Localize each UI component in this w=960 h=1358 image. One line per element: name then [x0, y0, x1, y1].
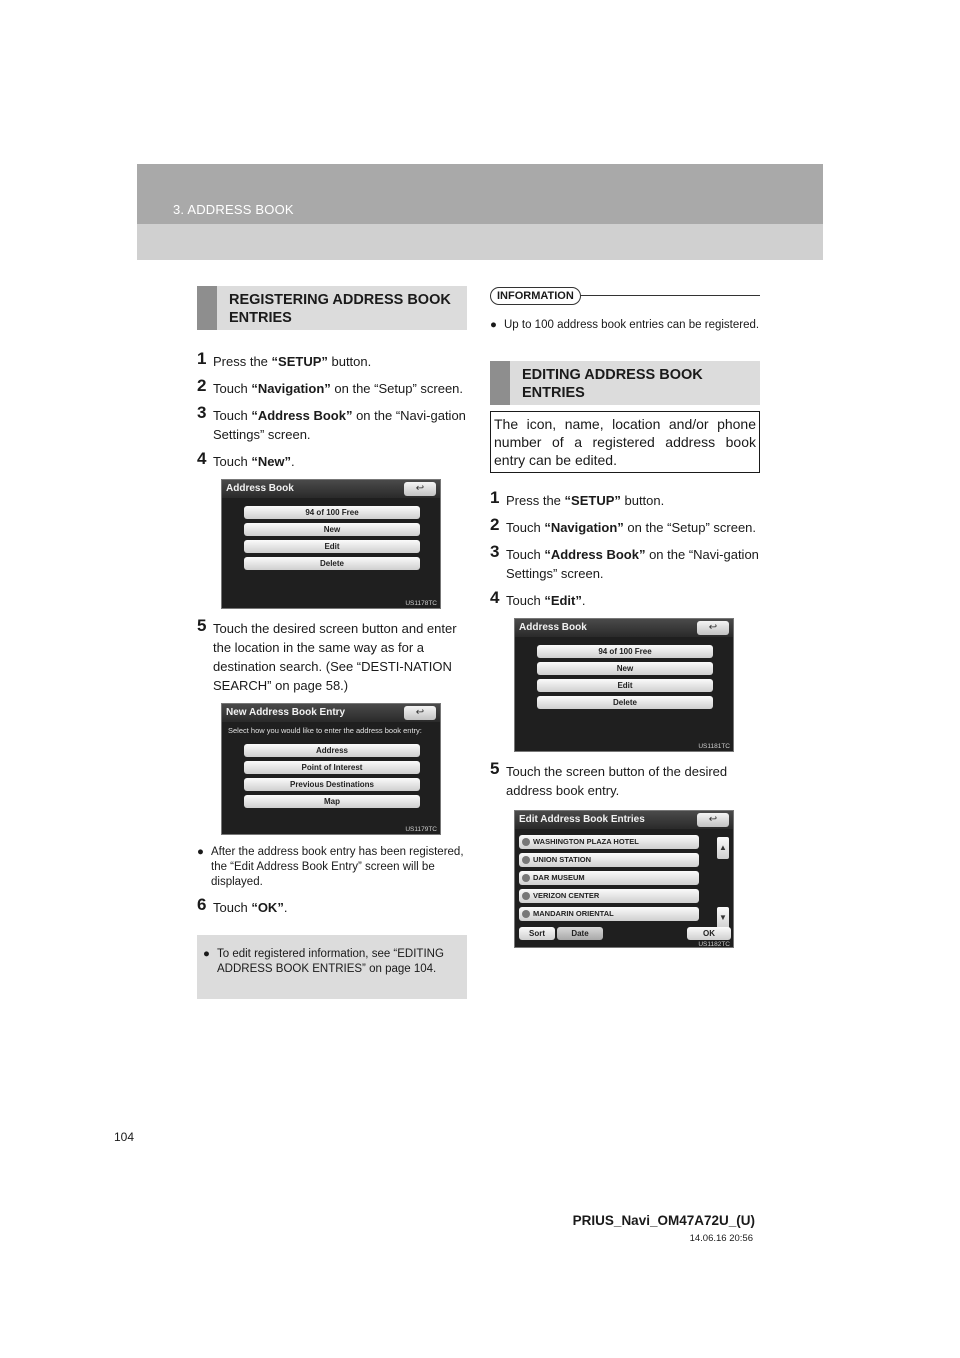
screen-title: Edit Address Book Entries [519, 814, 645, 825]
image-code: US1182TC [698, 941, 730, 948]
back-icon[interactable]: ↩ [697, 621, 729, 635]
note-box-edit: ● To edit registered information, see “EDITING ADDRESS BOOK ENTRIES” on page 104. [197, 935, 467, 999]
info-text: ● Up to 100 address book entries can be registered. [490, 319, 760, 331]
scroll-down-icon[interactable]: ▼ [717, 907, 729, 929]
back-icon[interactable]: ↩ [404, 706, 436, 720]
step-2: 2 Touch “Navigation” on the “Setup” screen. [197, 376, 464, 396]
date-button[interactable]: Date [557, 927, 603, 940]
step-3: 3 Touch “Address Book” on the “Navi-gation Settings” screen. [490, 542, 759, 581]
new-button[interactable]: New [244, 523, 420, 536]
back-icon[interactable]: ↩ [697, 813, 729, 827]
section-header-editing [490, 361, 760, 405]
sort-button[interactable]: Sort [519, 927, 555, 940]
delete-button[interactable]: Delete [244, 557, 420, 570]
address-button[interactable]: Address [244, 744, 420, 757]
step-4: 4 Touch “Edit”. [490, 588, 586, 608]
right-column [490, 286, 760, 948]
step-1: 1 Press the “SETUP” button. [490, 488, 665, 508]
step-1: 1 Press the “SETUP” button. [197, 349, 372, 369]
note-after-registration: ● After the address book entry has been registered, the “Edit Address Book Entry” screen will be displayed. [197, 846, 464, 888]
header-top-bar [137, 164, 823, 224]
previous-destinations-button[interactable]: Previous Destinations [244, 778, 420, 791]
map-button[interactable]: Map [244, 795, 420, 808]
step-3: 3 Touch “Address Book” on the “Navi-gation Settings” screen. [197, 403, 466, 442]
entry-row[interactable]: UNION STATION [519, 853, 699, 867]
header-band [137, 164, 823, 260]
entry-row[interactable]: WASHINGTON PLAZA HOTEL [519, 835, 699, 849]
back-icon[interactable]: ↩ [404, 482, 436, 496]
section-title: REGISTERING ADDRESS BOOK ENTRIES [229, 292, 451, 326]
edit-button[interactable]: Edit [537, 679, 713, 692]
step-2: 2 Touch “Navigation” on the “Setup” screen. [490, 515, 757, 535]
point-of-interest-button[interactable]: Point of Interest [244, 761, 420, 774]
step-4: 4 Touch “New”. [197, 449, 295, 469]
edit-button[interactable]: Edit [244, 540, 420, 553]
entry-row[interactable]: DAR MUSEUM [519, 871, 699, 885]
entry-row[interactable]: VERIZON CENTER [519, 889, 699, 903]
entry-icon [522, 910, 530, 918]
section-header-registering [197, 286, 467, 330]
section-title: EDITING ADDRESS BOOK ENTRIES [522, 367, 703, 401]
screenshot-address-book-edit [514, 618, 734, 752]
step-5: 5 Touch the screen button of the desired address book entry. [490, 759, 728, 798]
entry-icon [522, 838, 530, 846]
screen-subtitle: Select how you would like to enter the address book entry: [228, 726, 422, 735]
page-title: 3. ADDRESS BOOK [173, 202, 294, 217]
screen-title: New Address Book Entry [226, 707, 346, 718]
intro-box: The icon, name, location and/or phone number of a registered address book entry can be edited. [490, 411, 760, 473]
delete-button[interactable]: Delete [537, 696, 713, 709]
screenshot-edit-address-book-entries [514, 810, 734, 948]
ok-button[interactable]: OK [687, 927, 731, 940]
image-code: US1178TC [405, 600, 437, 607]
step-6: 6 Touch “OK”. [197, 895, 288, 915]
information-tag: INFORMATION [490, 287, 581, 305]
document-id: PRIUS_Navi_OM47A72U_(U) [572, 1213, 755, 1228]
new-button[interactable]: New [537, 662, 713, 675]
screen-title: Address Book [226, 483, 294, 494]
left-column [197, 286, 467, 999]
page-number: 104 [114, 1130, 135, 1144]
screenshot-new-address-book-entry [221, 703, 441, 835]
image-code: US1179TC [405, 826, 437, 833]
entry-icon [522, 874, 530, 882]
entry-icon [522, 892, 530, 900]
screenshot-address-book [221, 479, 441, 609]
step-5: 5 Touch the desired screen button and enter the location in the same way as for a destination search. (See “DESTI-NATION SEARCH” on page 58.) [197, 616, 457, 693]
image-code: US1181TC [698, 743, 730, 750]
entry-row[interactable]: MANDARIN ORIENTAL [519, 907, 699, 921]
free-count-button[interactable]: 94 of 100 Free [244, 506, 420, 519]
screen-title: Address Book [519, 622, 587, 633]
print-timestamp: 14.06.16 20:56 [689, 1233, 753, 1244]
section-bar [490, 361, 510, 405]
free-count-button[interactable]: 94 of 100 Free [537, 645, 713, 658]
section-bar [197, 286, 217, 330]
scroll-up-icon[interactable]: ▲ [717, 837, 729, 859]
information-header [490, 286, 760, 306]
entry-icon [522, 856, 530, 864]
